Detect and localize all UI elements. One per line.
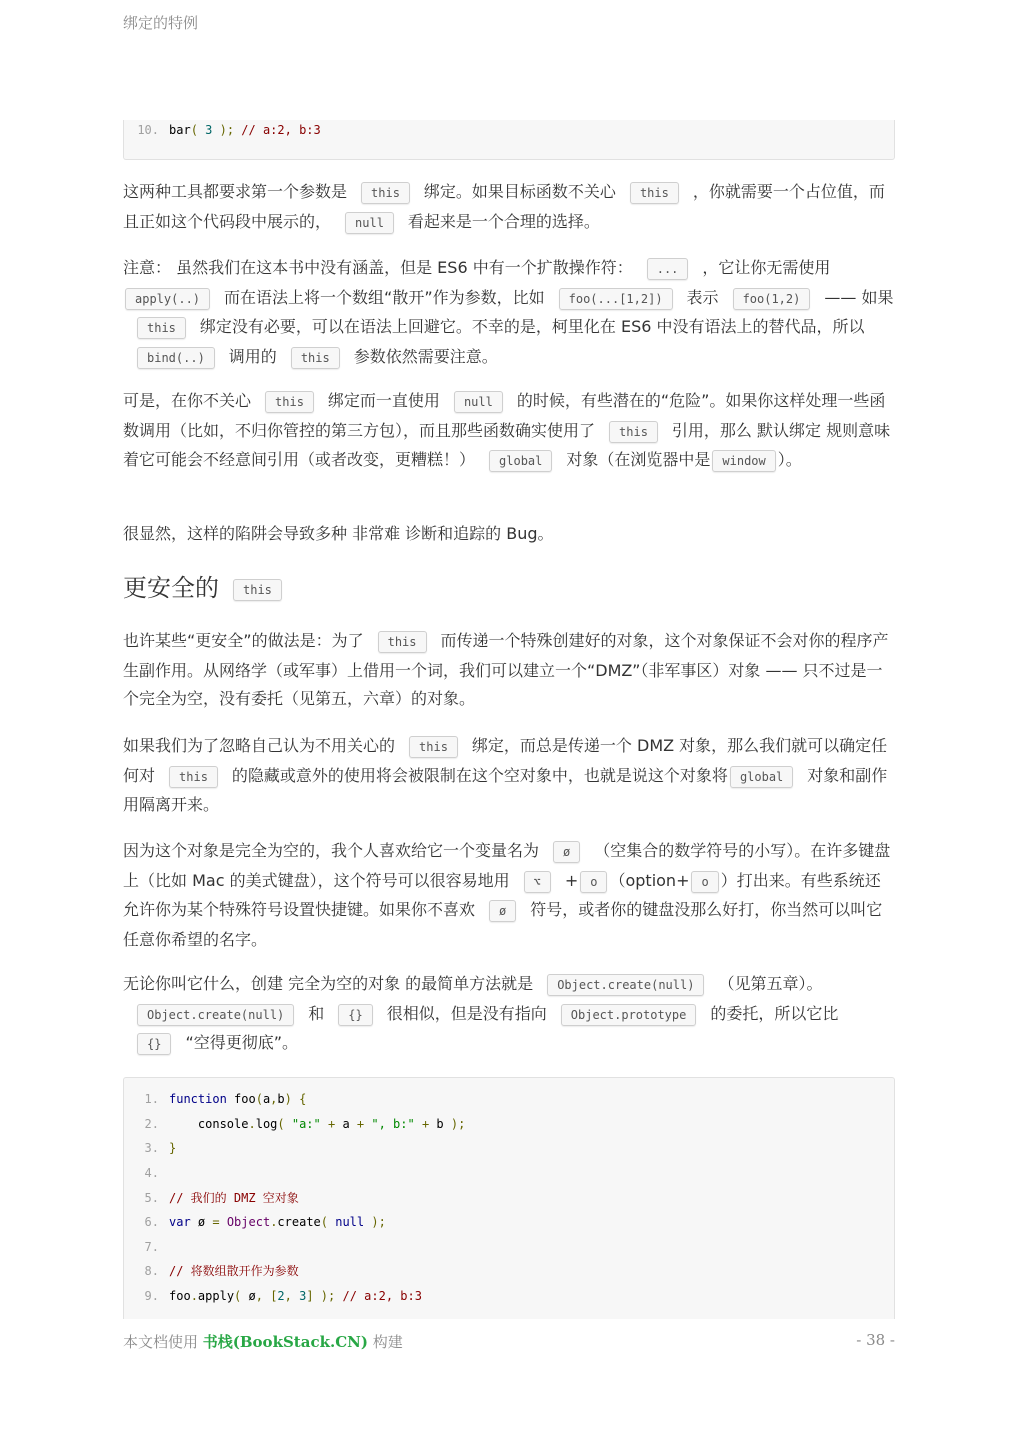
- paragraph-bug: 很显然，这样的陷阱会导致多种 非常难 诊断和追踪的 Bug。: [123, 524, 554, 543]
- code-line-7: 7.: [144, 1240, 159, 1254]
- code-block-dmz: [123, 1077, 895, 1319]
- inline-code: global: [730, 766, 793, 788]
- inline-code: this: [630, 182, 679, 204]
- bookstack-link[interactable]: 书栈(BookStack.CN): [202, 1333, 368, 1351]
- inline-code: ø: [489, 900, 516, 922]
- code-line-10: 10. bar( 3 ); // a:2, b:3: [124, 118, 321, 142]
- inline-code: this: [291, 347, 340, 369]
- code-line-3: 3. }: [144, 1141, 177, 1155]
- inline-code: this: [265, 391, 314, 413]
- inline-code: this: [233, 579, 282, 601]
- inline-code: ...: [647, 258, 689, 280]
- inline-code: this: [609, 421, 658, 443]
- section-heading: 更安全的 this: [123, 568, 296, 603]
- inline-code: this: [361, 182, 410, 204]
- inline-code: global: [489, 450, 552, 472]
- page-header: 绑定的特例: [123, 14, 199, 32]
- inline-code: {}: [137, 1033, 171, 1055]
- paragraph-tools-this: 这两种工具都要求第一个参数是 this 绑定。如果目标函数不关心 this ，你就需要一个占位值，而且正如这个代码段中展示的， null 看起来是一个合理的选择。: [123, 178, 895, 237]
- inline-code: Object.prototype: [561, 1004, 697, 1026]
- inline-code: o: [580, 871, 607, 893]
- code-line-6: 6. var ø = Object.create( null );: [144, 1215, 386, 1229]
- inline-code: Object.create(null): [137, 1004, 294, 1026]
- inline-code: this: [137, 317, 186, 339]
- inline-code: window: [712, 450, 775, 472]
- inline-code: apply(..): [125, 288, 210, 310]
- inline-code: this: [378, 631, 427, 653]
- page-number: - 38 -: [856, 1331, 895, 1349]
- code-line-9: 9. foo.apply( ø, [2, 3] ); // a:2, b:3: [144, 1289, 422, 1303]
- paragraph-object-create: 无论你叫它什么，创建 完全为空的对象 的最简单方法就是 Object.create(null) （见第五章）。Object.create(null) 和 {} 很相似，但是没有指向 Object.prototype 的委托，所以它比{} “空得更彻底”。: [123, 970, 895, 1059]
- inline-code: this: [169, 766, 218, 788]
- inline-code: foo(...[1,2]): [559, 288, 673, 310]
- inline-code: foo(1,2): [733, 288, 811, 310]
- code-line-5: 5. // 我们的 DMZ 空对象: [144, 1191, 299, 1205]
- page-footer: 本文档使用 书栈(BookStack.CN) 构建: [123, 1333, 403, 1351]
- inline-code: null: [345, 212, 394, 234]
- inline-code: ⌥: [524, 871, 551, 893]
- inline-code: null: [454, 391, 503, 413]
- paragraph-dmz: 也许某些“更安全”的做法是：为了 this 而传递一个特殊创建好的对象，这个对象保证不会对你的程序产生副作用。从网络学（或军事）上借用一个词，我们可以建立一个“DMZ”（非军事区）对象 —— 只不过是一个完全为空，没有委托（见第五，六章）的对象。: [123, 631, 889, 708]
- inline-code: Object.create(null): [547, 974, 704, 996]
- paragraph-dmz-object: 如果我们为了忽略自己认为不用关心的 this 绑定，而总是传递一个 DMZ 对象，那么我们就可以确定任何对 this 的隐藏或意外的使用将会被限制在这个空对象中，也就是说这个对象将 global 对象和副作用隔离开来。: [123, 736, 888, 814]
- inline-code: bind(..): [137, 347, 215, 369]
- code-line-1: 1. function foo(a,b) {: [144, 1092, 307, 1106]
- line-number: 10.: [137, 123, 159, 137]
- paragraph-note-es6: 注意： 虽然我们在这本书中没有涵盖，但是 ES6 中有一个扩散操作符： ... ，它让你无需使用apply(..) 而在语法上将一个数组“散开”作为参数，比如 foo(...[1,2]) 表示 foo(1,2) —— 如果this 绑定没有必要，可以在语法上回避它。不幸的是，柯里化在 ES6 中没有语法上的替代品，所以bind(..) 调用的 this 参数依然需要注意。: [123, 254, 895, 372]
- code-line-2: 2. console.log( "a:" + a + ", b:" + b );: [144, 1117, 466, 1131]
- code-block-top: [123, 120, 895, 160]
- inline-code: {}: [338, 1004, 372, 1026]
- inline-code: o: [691, 871, 718, 893]
- paragraph-danger: 可是，在你不关心 this 绑定而一直使用 null 的时候，有些潜在的“危险”。如果你这样处理一些函数调用（比如，不归你管控的第三方包），而且那些函数确实使用了 this 引用，那么 默认绑定 规则意味着它可能会不经意间引用（或者改变，更糟糕！） global 对象（在浏览器中是 window ）。: [123, 387, 895, 476]
- code-line-4: 4.: [144, 1166, 159, 1180]
- inline-code: this: [409, 736, 458, 758]
- inline-code: ø: [553, 841, 580, 863]
- paragraph-empty-set: 因为这个对象是完全为空的，我个人喜欢给它一个变量名为 ø （空集合的数学符号的小写）。在许多键盘上（比如 Mac 的美式键盘），这个符号可以很容易地用 ⌥ + o （option+ o ）打出来。有些系统还允许你为某个特殊符号设置快捷键。如果你不喜欢 ø 符号，或者你的键盘没那么好打，你当然可以叫它任意你希望的名字。: [123, 841, 891, 949]
- code-line-8: 8. // 将数组散开作为参数: [144, 1264, 299, 1278]
